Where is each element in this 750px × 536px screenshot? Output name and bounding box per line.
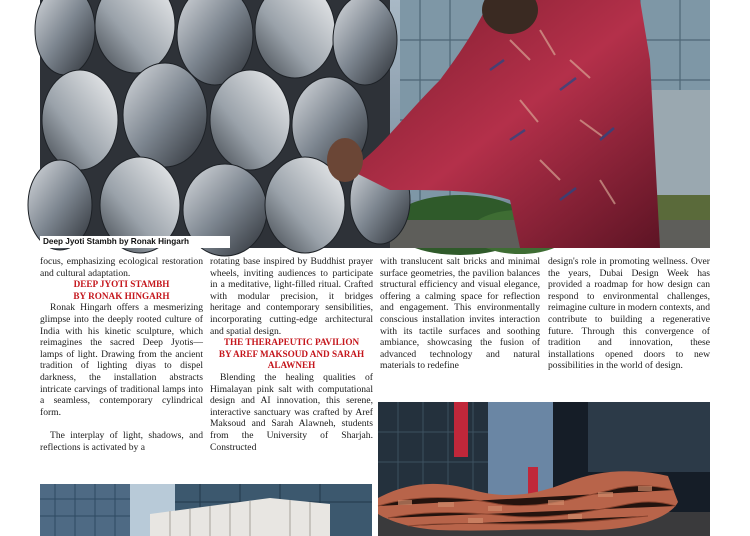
paragraph: Ronak Hingarh offers a mesmerizing glimpse into the deeply rooted culture of India with his kinetic sculpture, which reimagines the sacred Deep Jyotis—lamps of light. Drawing from the ancient tradition of lighting diyas to dispel darkness, the installation abstracts intricate carvings of traditional lamps into a seamless, contemporary cylindrical form. bbox=[40, 302, 203, 418]
text-column-2 bbox=[210, 256, 373, 478]
paragraph: Blending the healing qualities of Himalayan pink salt with computational design and AI innovation, this serene, interactive sanctuary was crafted by Aref Maksoud and Sarah Alawneh, students from the University of Sharjah. Constructed bbox=[210, 371, 373, 453]
photo-pavilion-buildings bbox=[40, 484, 372, 536]
photo-therapeutic-pavilion bbox=[378, 402, 710, 536]
paragraph: with translucent salt bricks and minimal surface geometries, the pavilion balances structural efficiency and visual elegance, offering a calming space for reflection and engagement. This environmentally conscious installation invites interaction with its tactile surfaces and soothing ambiance, showcasing the fusion of advanced technology and natural materials to redefine bbox=[380, 256, 540, 372]
heading-line: DEEP JYOTI STAMBH bbox=[73, 279, 170, 290]
heading-line: THE THERAPEUTIC PAVILION bbox=[223, 337, 360, 348]
section-heading-deep-jyoti bbox=[40, 279, 203, 302]
heading-line: BY AREF MAKSOUD AND SARAH ALAWNEH bbox=[218, 348, 365, 371]
text-column-4 bbox=[548, 256, 710, 397]
text-column-3 bbox=[380, 256, 540, 397]
photo-deep-jyoti-stambh bbox=[40, 0, 710, 248]
paragraph: design's role in promoting wellness. Over the years, Dubai Design Week has provided a roadmap for how design can respond to environmental challenges, reimagine culture in modern contexts, and contribute to building a regenerative future. Through this convergence of tradition and innovation, these installations opened doors to new possibilities in the world of design. bbox=[548, 256, 710, 372]
paragraph-intro: focus, emphasizing ecological restoration and cultural adaptation. bbox=[40, 256, 203, 279]
paragraph: rotating base inspired by Buddhist prayer wheels, inviting audiences to participate in a meditative, light-filled ritual. Crafted with modular precision, it bridges heritage and contemporary sensibilities, incorporating cutting-edge architectural and spatial design. bbox=[210, 256, 373, 337]
heading-line: BY RONAK HINGARH bbox=[73, 290, 170, 301]
text-column-1 bbox=[40, 256, 203, 453]
photo-caption: Deep Jyoti Stambh by Ronak Hingarh bbox=[40, 236, 230, 248]
paragraph: The interplay of light, shadows, and reflections is activated by a bbox=[40, 429, 203, 453]
section-heading-therapeutic-pavilion bbox=[210, 337, 373, 372]
